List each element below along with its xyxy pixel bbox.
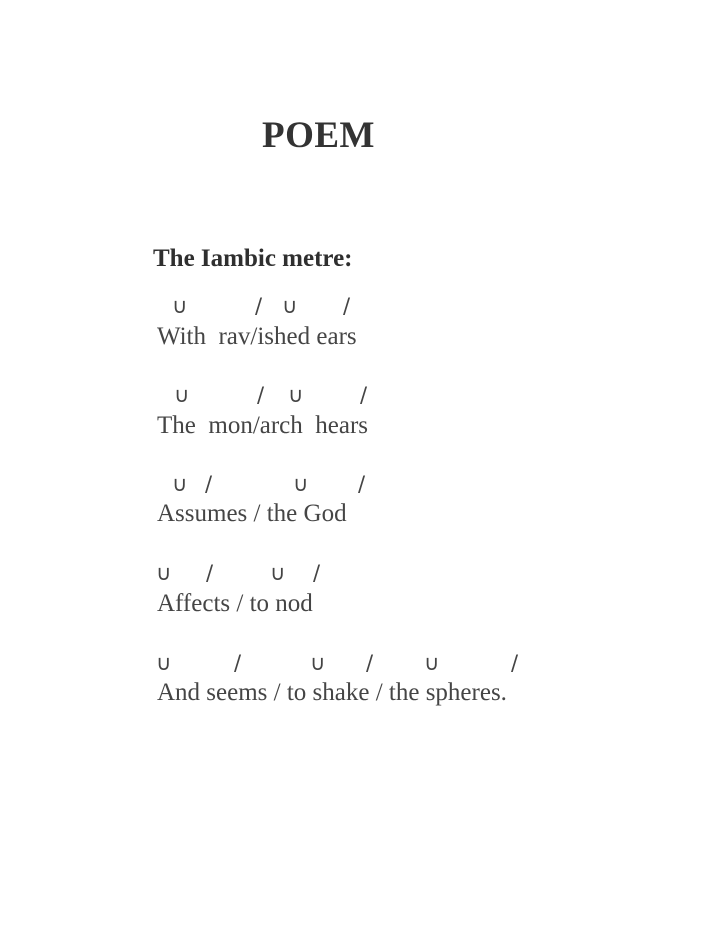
- unstressed-mark: ∪: [310, 651, 326, 675]
- stressed-mark: /: [511, 651, 519, 675]
- unstressed-mark: ∪: [156, 561, 172, 585]
- unstressed-mark: ∪: [270, 561, 286, 585]
- verse-line: The mon/arch hears: [157, 412, 369, 439]
- stressed-mark: /: [206, 561, 214, 585]
- stressed-mark: /: [360, 383, 368, 407]
- unstressed-mark: ∪: [293, 472, 309, 496]
- unstressed-mark: ∪: [172, 294, 188, 318]
- unstressed-mark: ∪: [424, 651, 440, 675]
- stressed-mark: /: [358, 472, 366, 496]
- unstressed-mark: ∪: [288, 383, 304, 407]
- stressed-mark: /: [257, 383, 265, 407]
- verse-line: With rav/ished ears: [157, 323, 357, 350]
- unstressed-mark: ∪: [156, 651, 172, 675]
- unstressed-mark: ∪: [172, 472, 188, 496]
- stressed-mark: /: [205, 472, 213, 496]
- stressed-mark: /: [255, 294, 263, 318]
- scansion-marks: [0, 558, 460, 588]
- page-title: POEM: [262, 115, 375, 156]
- scansion-marks: [0, 469, 460, 499]
- unstressed-mark: ∪: [282, 294, 298, 318]
- stressed-mark: /: [343, 294, 351, 318]
- scansion-marks: [0, 291, 460, 321]
- scansion-marks: [0, 648, 519, 678]
- stressed-mark: /: [366, 651, 374, 675]
- verse-line: Affects / to nod: [157, 590, 313, 617]
- scansion-marks: [0, 380, 460, 410]
- verse-line: And seems / to shake / the spheres.: [157, 679, 507, 706]
- section-heading: The Iambic metre:: [153, 245, 353, 272]
- unstressed-mark: ∪: [174, 383, 190, 407]
- stressed-mark: /: [313, 561, 321, 585]
- stressed-mark: /: [234, 651, 242, 675]
- verse-line: Assumes / the God: [157, 500, 347, 527]
